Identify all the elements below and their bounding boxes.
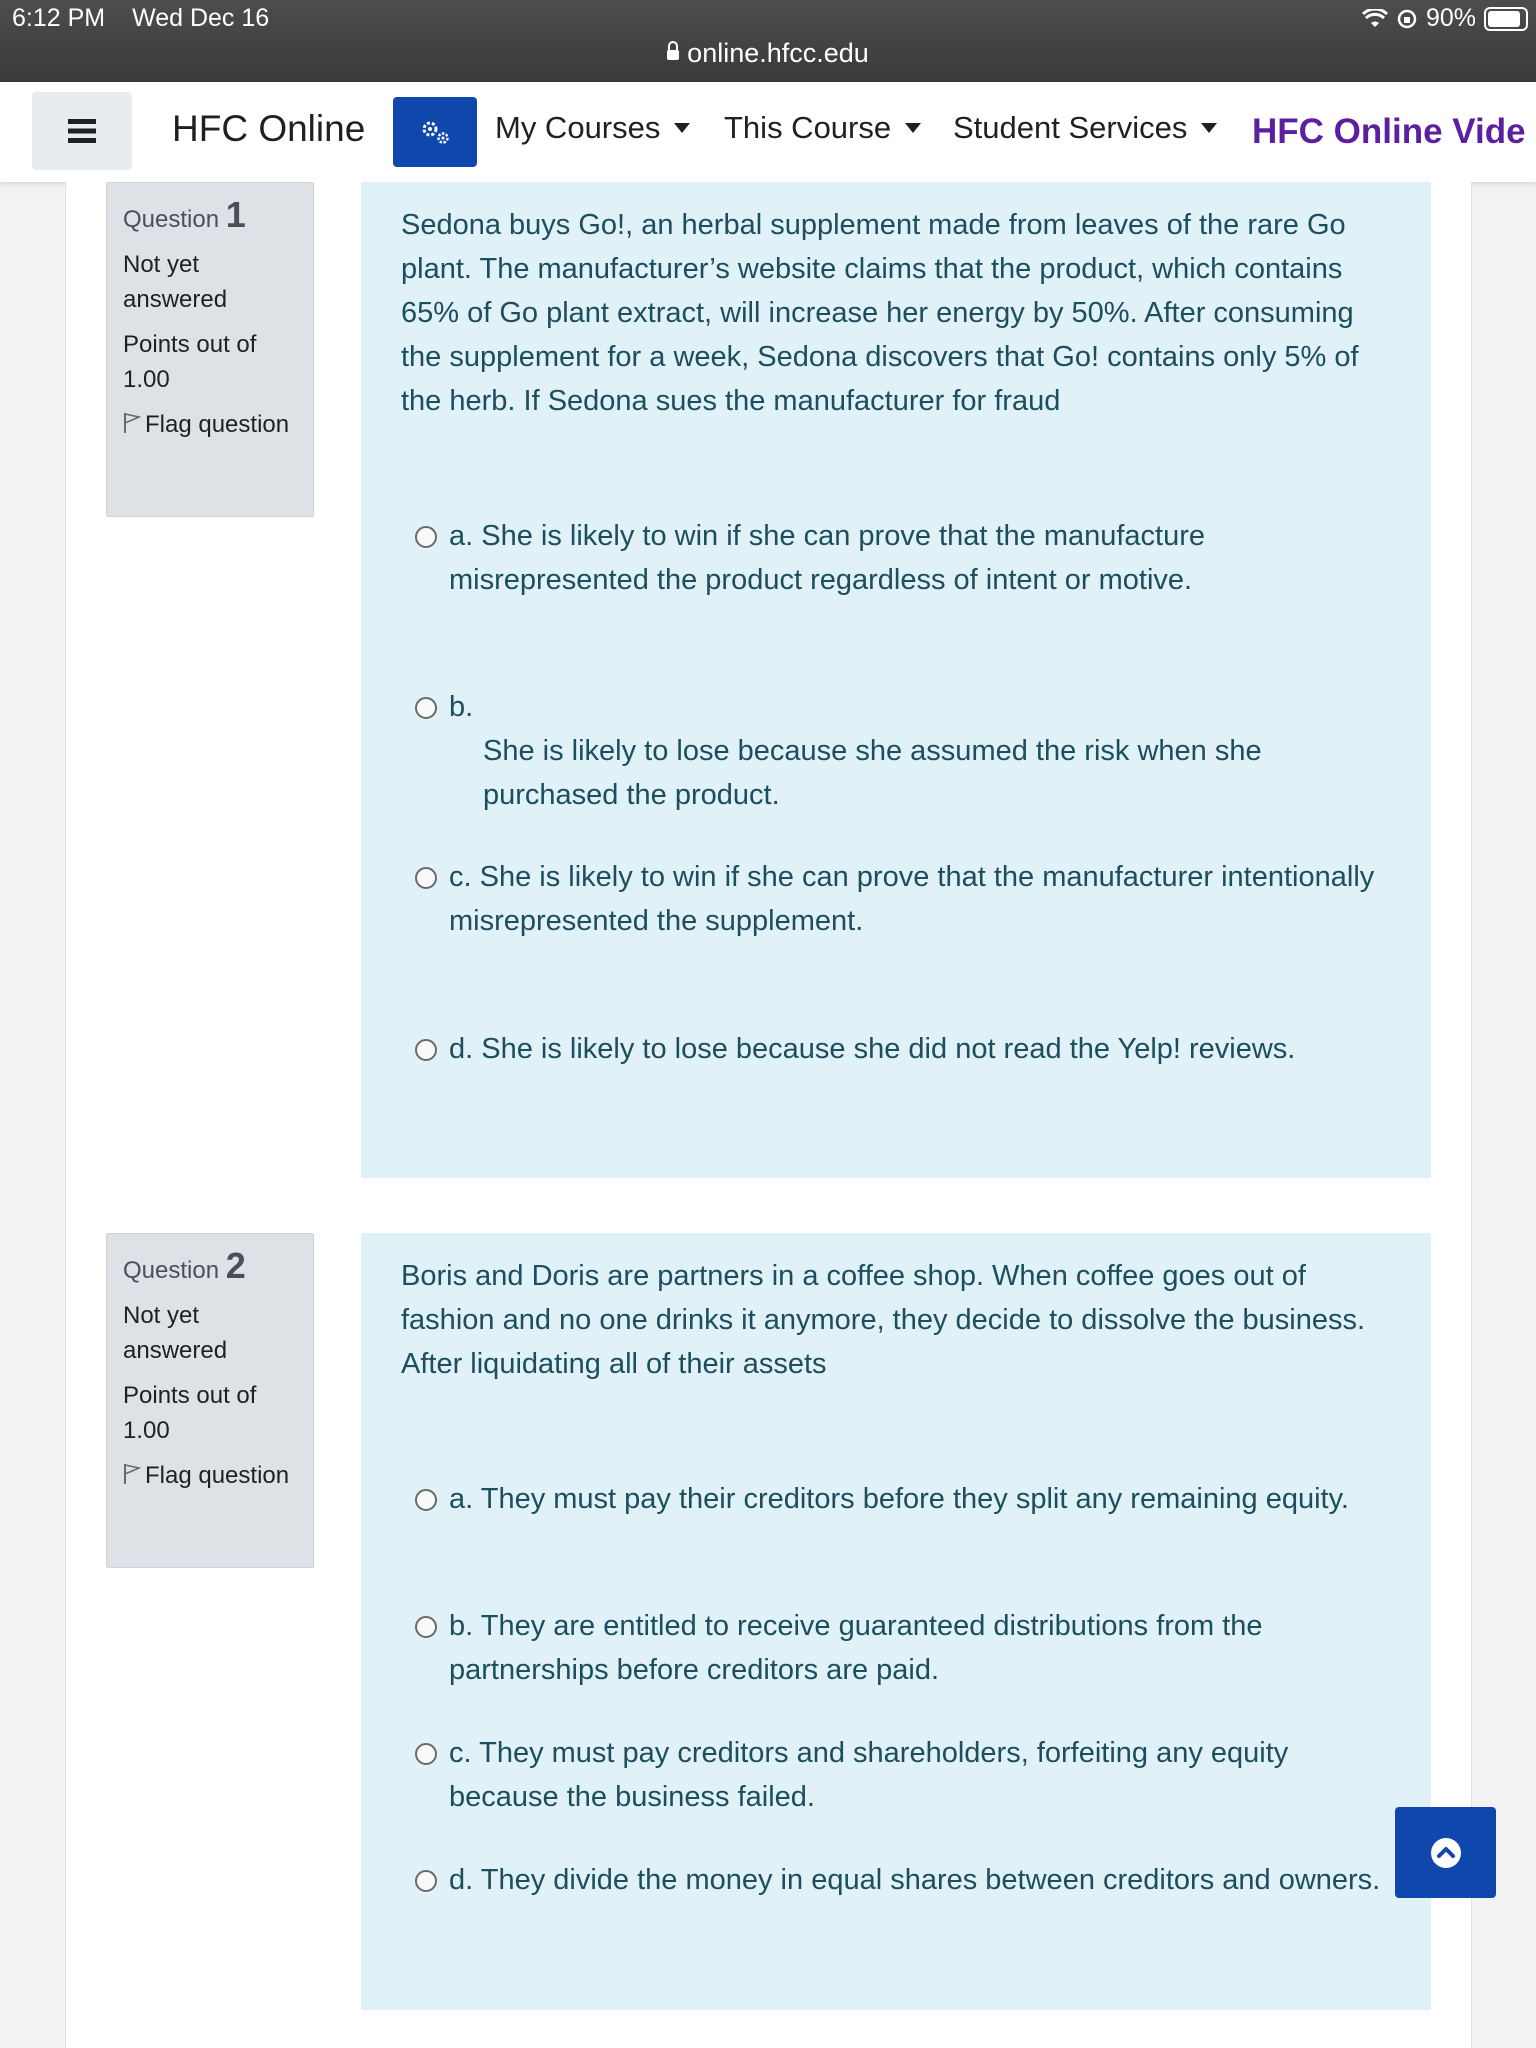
question-points: Points out of 1.00 [123, 331, 257, 393]
nav-student-services-label: Student Services [953, 110, 1188, 145]
back-to-top-button[interactable] [1395, 1807, 1496, 1898]
answer-option-b-text-wrap [449, 1604, 1401, 1692]
nav-hfc-online-video[interactable]: HFC Online Vide [1252, 112, 1526, 151]
status-date: Wed Dec 16 [132, 4, 270, 32]
radio-button[interactable] [415, 1489, 437, 1511]
radio-button[interactable] [415, 1870, 437, 1892]
option-text: She is likely to lose because she did not read the Yelp! reviews. [481, 1033, 1296, 1065]
question-info-1 [106, 182, 314, 517]
option-text: She is likely to lose because she assumed the risk when she purchased the product. [483, 735, 1262, 811]
option-letter: c. [449, 861, 472, 893]
hamburger-button[interactable] [32, 92, 132, 170]
option-text: She is likely to win if she can prove that the manufacture misrepresented the product regardless of intent or motive. [449, 520, 1206, 596]
answer-option-d-text-wrap [449, 1027, 1401, 1071]
chevron-up-icon [1430, 1837, 1462, 1869]
flag-icon [123, 1461, 141, 1483]
question-number [123, 194, 297, 237]
caret-down-icon [674, 123, 690, 133]
site-brand[interactable]: HFC Online [172, 108, 366, 149]
question-info-2 [106, 1233, 314, 1568]
option-text: They must pay creditors and shareholders, forfeiting any equity because the business failed. [449, 1737, 1289, 1813]
question-text: Sedona buys Go!, an herbal supplement made from leaves of the rare Go plant. The manufacturer’s website claims that the product, which contains 65% of Go plant extract, will increase her energy by 50%. After consuming the supplement for a week, Sedona discovers that Go! contains only 5% of the herb. If Sedona sues the manufacturer for fraud [401, 209, 1359, 417]
nav-student-services[interactable] [953, 110, 1217, 146]
wifi-icon [1362, 9, 1388, 29]
answer-option-c-text-wrap [449, 855, 1401, 943]
question-number-value: 2 [225, 1245, 246, 1286]
question-number-value: 1 [225, 194, 246, 235]
question-text: Boris and Doris are partners in a coffee shop. When coffee goes out of fashion and no one drinks it anymore, they decide to dissolve the business. After liquidating all of their assets [401, 1260, 1366, 1380]
caret-down-icon [905, 123, 921, 133]
status-time: 6:12 PM [12, 4, 106, 32]
answer-option-a-text-wrap [449, 1477, 1401, 1521]
caret-down-icon [1201, 123, 1217, 133]
option-letter: c. [449, 1737, 472, 1769]
lock-icon [667, 50, 679, 60]
question-content-1 [361, 182, 1431, 1178]
option-letter: d. [449, 1864, 474, 1896]
option-text: They divide the money in equal shares between creditors and owners. [480, 1864, 1381, 1896]
status-time-date [12, 4, 289, 33]
answer-option-c-text-wrap [449, 1731, 1401, 1819]
question-status: Not yet answered [123, 251, 228, 313]
flag-question-link[interactable] [123, 1458, 297, 1493]
radio-button[interactable] [415, 867, 437, 889]
radio-button[interactable] [415, 1616, 437, 1638]
option-letter: a. [449, 520, 474, 552]
question-points: Points out of 1.00 [123, 1382, 257, 1444]
status-indicators [1362, 4, 1528, 33]
option-letter: d. [449, 1033, 474, 1065]
radio-button[interactable] [415, 1743, 437, 1765]
nav-this-course-label: This Course [724, 110, 892, 145]
question-label: Question [123, 206, 220, 233]
radio-button[interactable] [415, 526, 437, 548]
battery-icon [1484, 7, 1528, 31]
question-label: Question [123, 1257, 220, 1284]
settings-button[interactable] [393, 97, 477, 167]
question-content-2 [361, 1233, 1431, 2010]
flag-question-label: Flag question [145, 1462, 290, 1489]
flag-question-link[interactable] [123, 407, 297, 442]
url-text: online.hfcc.edu [687, 38, 869, 68]
question-status: Not yet answered [123, 1302, 228, 1364]
gear-icon [418, 117, 452, 147]
option-letter: a. [449, 1483, 474, 1515]
flag-question-label: Flag question [145, 411, 290, 438]
nav-my-courses-label: My Courses [495, 110, 661, 145]
option-text: She is likely to win if she can prove that the manufacturer intentionally misrepresented the supplement. [449, 861, 1375, 937]
option-letter: b. [449, 691, 474, 723]
option-text: They must pay their creditors before they split any remaining equity. [480, 1483, 1349, 1515]
option-letter: b. [449, 1610, 474, 1642]
browser-top-bar [0, 0, 1536, 82]
battery-percent: 90% [1425, 4, 1476, 32]
radio-button[interactable] [415, 697, 437, 719]
nav-this-course[interactable] [724, 110, 921, 146]
flag-icon [123, 410, 141, 432]
site-navbar [0, 82, 1536, 182]
radio-button[interactable] [415, 1039, 437, 1061]
orientation-lock-icon [1396, 8, 1418, 30]
answer-option-a-text-wrap [449, 514, 1401, 602]
nav-my-courses[interactable] [495, 110, 690, 146]
option-text: They are entitled to receive guaranteed distributions from the partnerships before creditors are paid. [449, 1610, 1263, 1686]
answer-option-d-text-wrap [449, 1858, 1401, 1902]
question-number [123, 1245, 297, 1288]
hamburger-icon [68, 118, 96, 144]
url-bar[interactable] [0, 38, 1536, 69]
